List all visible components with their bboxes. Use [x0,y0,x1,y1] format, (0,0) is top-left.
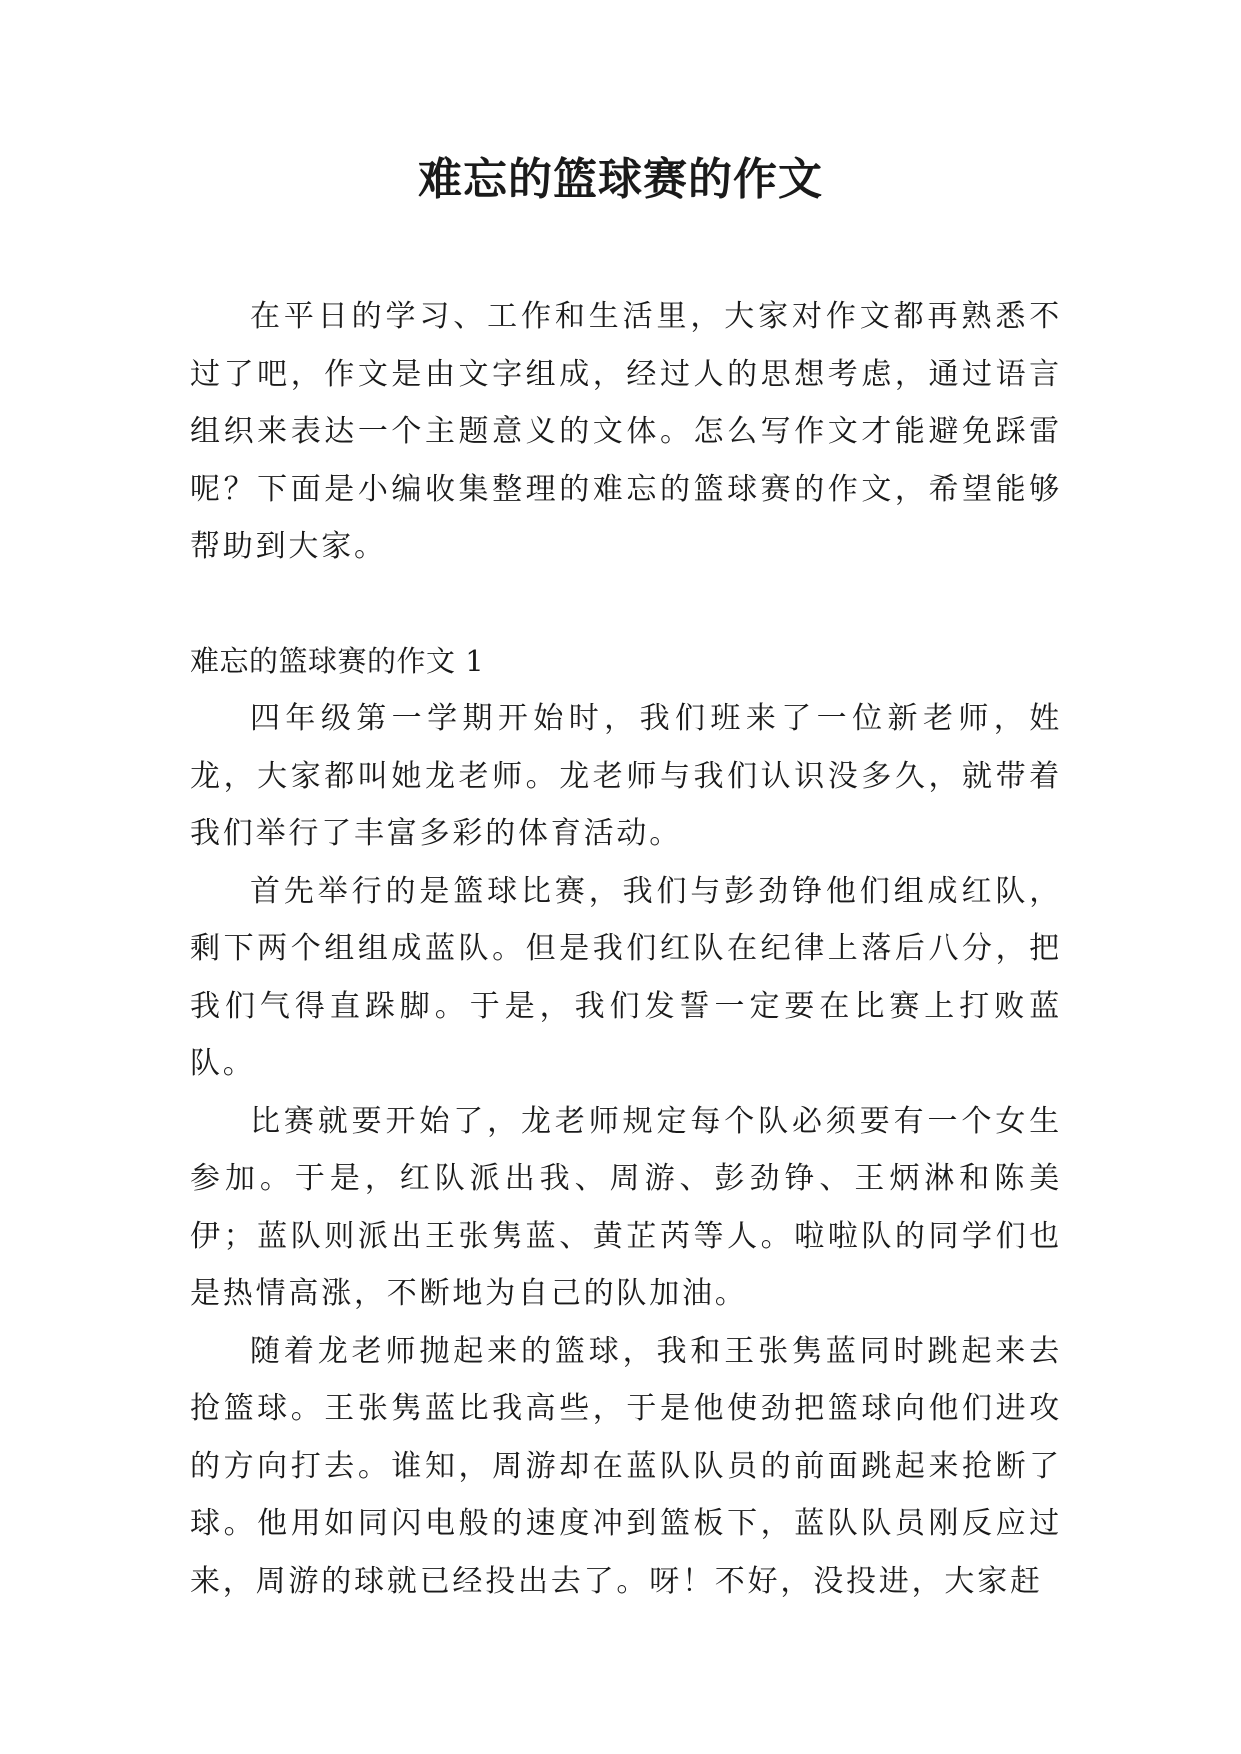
body-paragraph-4: 随着龙老师抛起来的篮球，我和王张隽蓝同时跳起来去抢篮球。王张隽蓝比我高些，于是他使劲把篮球向他们进攻的方向打去。谁知，周游却在蓝队队员的前面跳起来抢断了球。他用如同闪电般的速度冲到篮板下，蓝队队员刚反应过来，周游的球就已经投出去了。呀！不好，没投进，大家赶 [190,1333,1062,1599]
body-paragraph-3: 比赛就要开始了，龙老师规定每个队必须要有一个女生参加。于是，红队派出我、周游、彭劲铮、王炳淋和陈美伊；蓝队则派出王张隽蓝、黄芷芮等人。啦啦队的同学们也是热情高涨，不断地为自己的队加油。 [190,1103,1062,1311]
document-title: 难忘的篮球赛的作文 [418,154,823,205]
body-paragraph-1: 四年级第一学期开始时，我们班来了一位新老师，姓龙，大家都叫她龙老师。龙老师与我们认识没多久，就带着我们举行了丰富多彩的体育活动。 [190,701,1062,851]
document-body [190,288,1062,1610]
intro-paragraph: 在平日的学习、工作和生活里，大家对作文都再熟悉不过了吧，作文是由文字组成，经过人的思想考虑，通过语言组织来表达一个主题意义的文体。怎么写作文才能避免踩雷呢？下面是小编收集整理的难忘的篮球赛的作文，希望能够帮助到大家。 [190,299,1062,564]
body-paragraph-2: 首先举行的是篮球比赛，我们与彭劲铮他们组成红队，剩下两个组组成蓝队。但是我们红队在纪律上落后八分，把我们气得直跺脚。于是，我们发誓一定要在比赛上打败蓝队。 [190,873,1062,1081]
section-heading: 难忘的篮球赛的作文 1 [190,643,485,678]
